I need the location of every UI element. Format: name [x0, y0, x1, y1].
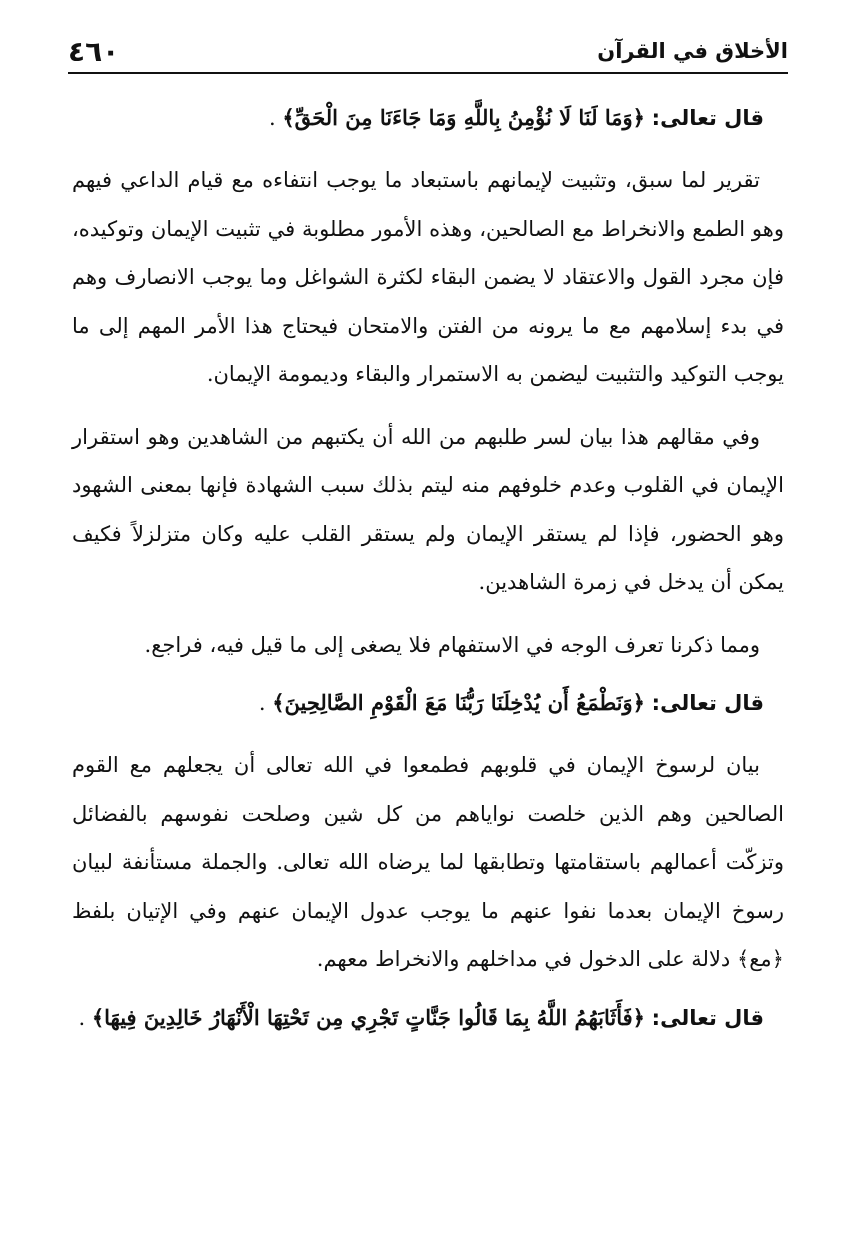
verse-text: ﴿وَنَطْمَعُ أَن يُدْخِلَنَا رَبُّنَا مَعَ الْقَوْمِ الصَّالِحِينَ﴾ [272, 690, 645, 715]
page-header [68, 30, 788, 74]
verse-text: ﴿فَأَثَابَهُمُ اللَّهُ بِمَا قَالُوا جَنَّاتٍ تَجْرِي مِن تَحْتِهَا الْأَنْهَارُ خَالِدِينَ فِيهَا﴾ [91, 1004, 645, 1030]
commentary-paragraph: وفي مقالهم هذا بيان لسر طلبهم من الله أن يكتبهم من الشاهدين وهو استقرار الإيمان في القلوب وعدم خلوفهم منه ليتم بذلك سبب الشهادة فإنها بمعنى الشهود وهو الحضور، فإذا لم يستقر الإيمان ولم يستقر القلب عليه وكان متزلزلاً فكيف يمكن أن يدخل في زمرة الشاهدين. [72, 424, 784, 594]
quran-verse [72, 683, 784, 723]
commentary-paragraph: تقرير لما سبق، وتثبيت لإيمانهم باستبعاد ما يوجب انتفاءه مع قيام الداعي فيهم وهو الطمع والانخراط مع الصالحين، وهذه الأمور مطلوبة في تثبيت الإيمان وتوكيده، فإن مجرد القول والاعتقاد لا يضمن البقاء لكثرة الشواغل وما يوجب الانصارف وهم في بدء إسلامهم مع ما يرونه من الفتن والامتحان فيحتاج هذا الأمر المهم إلى ما يوجب التوكيد والتثبيت ليضمن به الاستمرار والبقاء وديمومة الإيمان. [72, 168, 785, 386]
commentary-paragraph: بيان لرسوخ الإيمان في قلوبهم فطمعوا في الله تعالى أن يجعلهم مع القوم الصالحين وهم الذين خلصت نواياهم من كل شين وصلحت نفوسهم بالفضائل وتزكّت أعمالهم باستقامتها وتطابقها لما يرضاه الله تعالى. والجملة مستأنفة لبيان رسوخ الإيمان بعدما نفوا عنهم ما يوجب عدول الإيمان عنهم وفي الإتيان بلفظ ﴿مع﴾ دلالة على الدخول في مداخلهم والانخراط معهم. [72, 753, 784, 971]
verse-lead: قال تعالى: [651, 691, 764, 715]
page-body [72, 92, 784, 1235]
page-number: ٤٦٠ [68, 34, 120, 68]
verse-text: ﴿وَمَا لَنَا لَا نُؤْمِنُ بِاللَّهِ وَمَا جَاءَنَا مِنَ الْحَقِّ﴾ [282, 105, 645, 130]
verse-end: . [269, 106, 276, 130]
verse-lead: قال تعالى: [651, 106, 764, 130]
verse-end: . [258, 691, 266, 715]
commentary-paragraph: ومما ذكرنا تعرف الوجه في الاستفهام فلا يصغى إلى ما قيل فيه، فراجع. [144, 632, 760, 657]
running-title: الأخلاق في القرآن [597, 39, 788, 63]
verse-lead: قال تعالى: [651, 1005, 764, 1030]
quran-verse [72, 98, 784, 138]
verse-end: . [78, 1005, 86, 1030]
quran-verse [72, 998, 784, 1038]
